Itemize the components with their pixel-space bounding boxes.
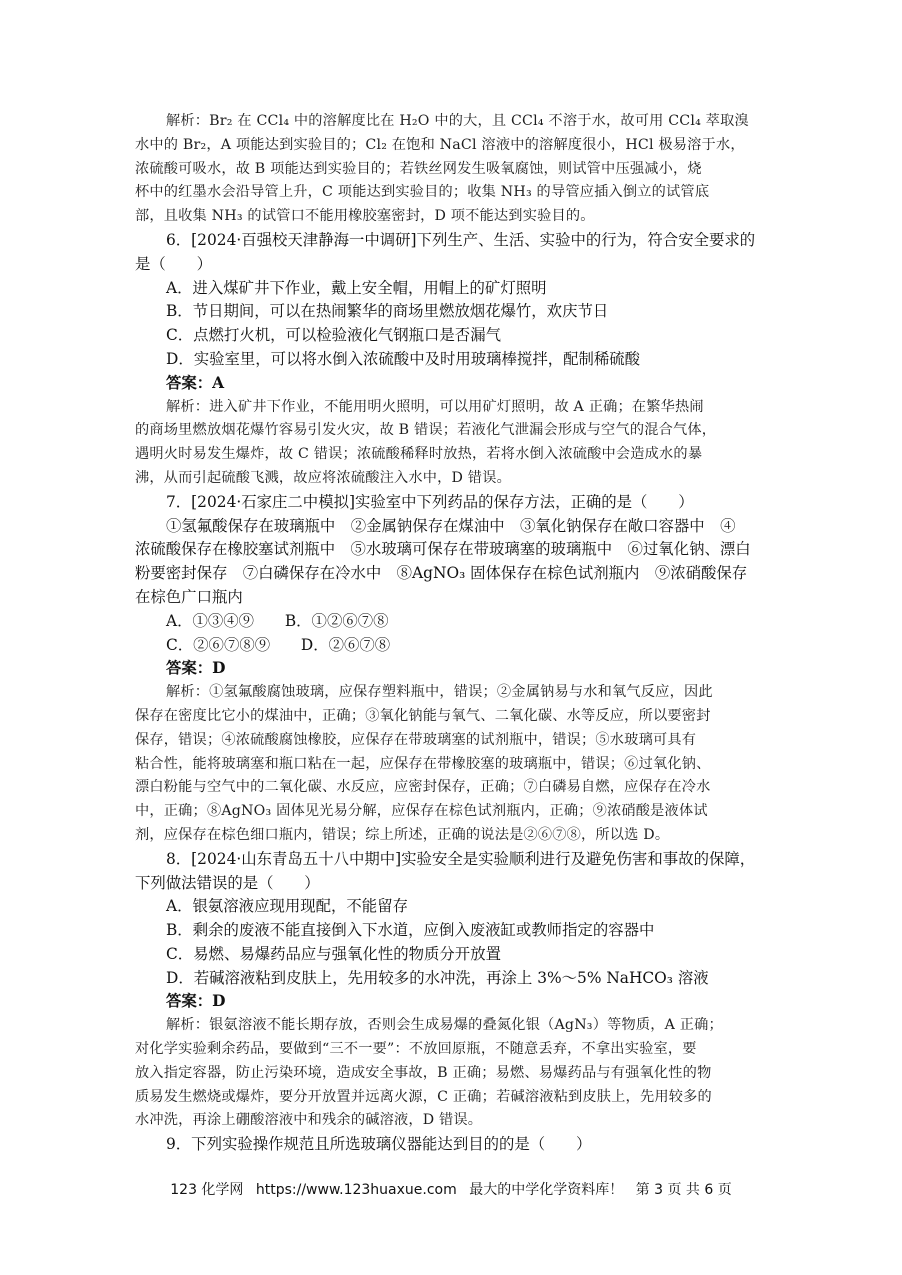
text-line: 解析：Br₂ 在 CCl₄ 中的溶解度比在 H₂O 中的大，且 CCl₄ 不溶于水，故可用 CCl₄ 萃取溴	[166, 113, 749, 129]
footer-url[interactable]: https://www.123huaxue.com	[255, 1182, 457, 1198]
options-ab: A．①③④⑨ B．①②⑥⑦⑧	[166, 611, 389, 630]
explanation-line: 保存，错误；④浓硫酸腐蚀橡胶，应保存在带玻璃塞的试剂瓶中，错误；⑤水玻璃可具有	[135, 731, 697, 748]
explanation-line: 粘合性，能将玻璃塞和瓶口粘在一起，应保存在带橡胶塞的玻璃瓶中，错误；⑥过氧化钠、	[135, 755, 711, 772]
option-a: A．银氨溶液应现用现配，不能留存	[166, 897, 408, 916]
option-d: D．若碱溶液粘到皮肤上，先用较多的水冲洗，再涂上 3%～5% NaHCO₃ 溶液	[166, 968, 709, 987]
question-stem: 下列做法错误的是（ ）	[135, 873, 320, 892]
text-line: 部，且收集 NH₃ 的试管口不能用橡胶塞密封，D 项不能达到实验目的。	[135, 208, 595, 225]
footer-site-name: 123 化学网	[170, 1182, 244, 1198]
page-content	[135, 110, 769, 1157]
options-cd: C．②⑥⑦⑧⑨ D．②⑥⑦⑧	[166, 635, 391, 654]
explanation-line: 解析：①氢氟酸腐蚀玻璃，应保存塑料瓶中，错误；②金属钠易与水和氧气反应，因此	[166, 684, 713, 701]
explanation-line: 对化学实验剩余药品，要做到“三不一要”：不放回原瓶，不随意丢弃，不拿出实验室，要	[135, 1041, 697, 1058]
explanation-line: 解析：银氨溶液不能长期存放，否则会生成易爆的叠氮化银（AgN₃）等物质，A 正确；	[166, 1017, 723, 1034]
explanation-line: 剂，应保存在棕色细口瓶内，错误；综上所述，正确的说法是②⑥⑦⑧，所以选 D。	[135, 826, 670, 843]
answer: 答案：A	[166, 373, 225, 392]
question-statements: 浓硫酸保存在橡胶塞试剂瓶中 ⑤水玻璃可保存在带玻璃塞的玻璃瓶中 ⑥过氧化钠、漂白	[135, 540, 751, 559]
question-stem: 9．下列实验操作规范且所选玻璃仪器能达到目的的是（ ）	[166, 1135, 592, 1154]
question-stem: 是（ ）	[135, 254, 212, 273]
explanation-line: 中，正确；⑧AgNO₃ 固体见光易分解，应保存在棕色试剂瓶内，正确；⑨浓硝酸是液体试	[135, 803, 708, 820]
text-line: 杯中的红墨水会沿导管上升，C 项能达到实验目的；收集 NH₃ 的导管应插入倒立的试管底	[135, 184, 710, 201]
explanation-line: 解析：进入矿井下作业，不能用明火照明，可以用矿灯照明，故 A 正确；在繁华热闹	[166, 398, 704, 415]
explanation-line: 保存在密度比它小的煤油中，正确；③氧化钠能与氧气、二氧化碳、水等反应，所以要密封	[135, 707, 711, 724]
question-statements: ①氢氟酸保存在玻璃瓶中 ②金属钠保存在煤油中 ③氧化钠保存在敞口容器中 ④	[166, 516, 736, 535]
explanation-line: 遇明火时易发生爆炸，故 C 错误；浓硫酸稀释时放热，若将水倒入浓硫酸中会造成水的暴	[135, 446, 703, 463]
question-stem: 8．[2024·山东青岛五十八中期中]实验安全是实验顺利进行及避免伤害和事故的保障，	[166, 849, 756, 868]
question-6	[135, 229, 769, 491]
question-8	[135, 848, 769, 1134]
page-footer	[0, 1179, 902, 1199]
explanation-line: 沸，从而引起硫酸飞溅，故应将浓硫酸注入水中，D 错误。	[135, 469, 511, 486]
question-7	[135, 491, 769, 848]
question-9	[135, 1133, 769, 1157]
option-b: B．剩余的废液不能直接倒入下水道，应倒入废液缸或教师指定的容器中	[166, 921, 655, 940]
answer: 答案：D	[166, 992, 226, 1011]
text-line: 浓硫酸可吸水，故 B 项能达到实验目的；若铁丝网发生吸氧腐蚀，则试管中压强减小，烧	[135, 160, 702, 177]
option-c: C．点燃打火机，可以检验液化气钢瓶口是否漏气	[166, 326, 501, 345]
explanation-line: 放入指定容器，防止污染环境，造成安全事故，B 正确；易燃、易爆药品与有强氧化性的物	[135, 1064, 712, 1081]
option-d: D．实验室里，可以将水倒入浓硫酸中及时用玻璃棒搅拌，配制稀硫酸	[166, 349, 641, 368]
footer-slogan: 最大的中学化学资料库！	[469, 1182, 624, 1198]
option-a: A．进入煤矿井下作业，戴上安全帽，用帽上的矿灯照明	[166, 278, 547, 297]
page-number: 第 3 页 共 6 页	[635, 1182, 732, 1198]
question-statements: 在棕色广口瓶内	[135, 587, 243, 606]
answer: 答案：D	[166, 659, 226, 678]
explanation-line: 质易发生燃烧或爆炸，要分开放置并远离火源，C 正确；若碱溶液粘到皮肤上，先用较多的	[135, 1088, 712, 1105]
explanation-q5	[135, 110, 769, 229]
explanation-line: 漂白粉能与空气中的二氧化碳、水反应，应密封保存，正确；⑦白磷易自燃，应保存在冷水	[135, 779, 711, 796]
question-stem: 6．[2024·百强校天津静海一中调研]下列生产、生活、实验中的行为，符合安全要求的	[166, 230, 756, 249]
explanation-line: 水冲洗，再涂上硼酸溶液中和残余的碱溶液，D 错误。	[135, 1112, 483, 1129]
option-c: C．易燃、易爆药品应与强氧化性的物质分开放置	[166, 944, 501, 963]
explanation-line: 的商场里燃放烟花爆竹容易引发火灾，故 B 错误；若液化气泄漏会形成与空气的混合气体，	[135, 422, 717, 439]
question-statements: 粉要密封保存 ⑦白磷保存在冷水中 ⑧AgNO₃ 固体保存在棕色试剂瓶内 ⑨浓硝酸保存	[135, 564, 748, 583]
text-line: 水中的 Br₂，A 项能达到实验目的；Cl₂ 在饱和 NaCl 溶液中的溶解度很小，HCl 极易溶于水，	[135, 136, 745, 153]
question-stem: 7．[2024·石家庄二中模拟]实验室中下列药品的保存方法，正确的是（ ）	[166, 492, 694, 511]
option-b: B．节日期间，可以在热闹繁华的商场里燃放烟花爆竹，欢庆节日	[166, 302, 609, 321]
